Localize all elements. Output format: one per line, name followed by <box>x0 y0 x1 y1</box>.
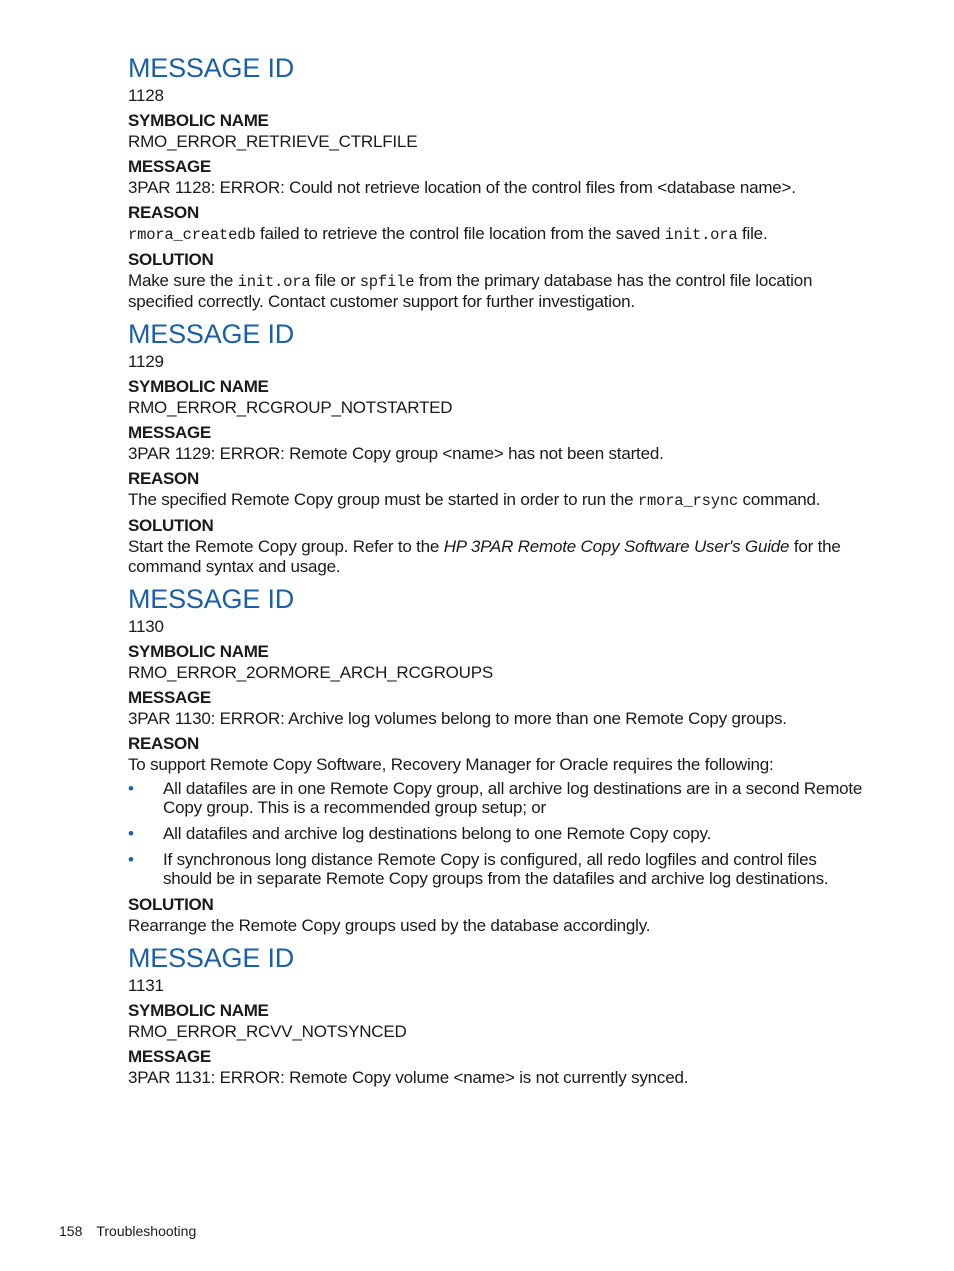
list-item <box>128 824 868 843</box>
reason-text-part: command. <box>738 490 821 509</box>
file-name: spfile <box>359 273 415 291</box>
message-id-heading: MESSAGE ID <box>128 319 295 349</box>
solution-text <box>128 537 868 577</box>
requirements-list <box>128 779 868 888</box>
file-name: init.ora <box>237 273 311 291</box>
message-id-value: 1130 <box>128 617 164 636</box>
message-id-value: 1129 <box>128 352 164 371</box>
reason-text <box>128 490 868 511</box>
message-id-value: 1131 <box>128 976 164 995</box>
solution-text-part: for the command syntax and usage. <box>128 537 841 576</box>
message-label: MESSAGE <box>128 688 211 707</box>
symbolic-name-label: SYMBOLIC NAME <box>128 1001 269 1020</box>
message-label: MESSAGE <box>128 157 211 176</box>
symbolic-name-label: SYMBOLIC NAME <box>128 111 269 130</box>
symbolic-name-label: SYMBOLIC NAME <box>128 377 269 396</box>
message-id-heading: MESSAGE ID <box>128 584 295 614</box>
reason-label: REASON <box>128 469 199 488</box>
reason-label: REASON <box>128 734 199 753</box>
message-text: 3PAR 1131: ERROR: Remote Copy volume <name> is not currently synced. <box>128 1068 689 1087</box>
bullet-icon: • <box>128 824 134 843</box>
symbolic-name-label: SYMBOLIC NAME <box>128 642 269 661</box>
solution-label: SOLUTION <box>128 250 214 269</box>
solution-text-part: file or <box>310 271 360 290</box>
command-name: rmora_createdb <box>128 226 256 244</box>
solution-label: SOLUTION <box>128 516 214 535</box>
bullet-icon: • <box>128 779 134 798</box>
solution-text-part: Make sure the <box>128 271 238 290</box>
list-item-text: If synchronous long distance Remote Copy is configured, all redo logfiles and control files should be in separate Remote Copy groups from the datafiles and archive log destinations. <box>163 850 829 888</box>
reason-text <box>128 224 868 245</box>
symbolic-name-value: RMO_ERROR_RETRIEVE_CTRLFILE <box>128 132 418 151</box>
symbolic-name-value: RMO_ERROR_RCVV_NOTSYNCED <box>128 1022 407 1041</box>
message-label: MESSAGE <box>128 423 211 442</box>
reason-text-part: file. <box>737 224 768 243</box>
message-id-heading: MESSAGE ID <box>128 943 295 973</box>
solution-label: SOLUTION <box>128 895 214 914</box>
message-entry-1130 <box>128 583 868 936</box>
message-entry-1129 <box>128 318 868 577</box>
guide-title: HP 3PAR Remote Copy Software User's Guide <box>443 537 790 556</box>
message-id-heading: MESSAGE ID <box>128 53 295 83</box>
message-id-value: 1128 <box>128 86 164 105</box>
file-name: init.ora <box>664 226 738 244</box>
solution-text-part: Start the Remote Copy group. Refer to the <box>128 537 444 556</box>
page-number: 158 <box>59 1223 83 1239</box>
message-label: MESSAGE <box>128 1047 211 1066</box>
symbolic-name-value: RMO_ERROR_RCGROUP_NOTSTARTED <box>128 398 453 417</box>
command-name: rmora_rsync <box>637 492 739 510</box>
message-entry-1128 <box>128 52 868 312</box>
message-text: 3PAR 1130: ERROR: Archive log volumes belong to more than one Remote Copy groups. <box>128 709 787 728</box>
document-body <box>128 52 868 1088</box>
solution-text-part: from the primary database has the control file location specified correctly. Contact customer support for further investigation. <box>128 271 813 311</box>
symbolic-name-value: RMO_ERROR_2ORMORE_ARCH_RCGROUPS <box>128 663 494 682</box>
reason-label: REASON <box>128 203 199 222</box>
bullet-icon: • <box>128 850 134 869</box>
list-item-text: All datafiles are in one Remote Copy group, all archive log destinations are in a second Remote Copy group. This is a recommended group setup; or <box>163 779 863 817</box>
reason-text: To support Remote Copy Software, Recovery Manager for Oracle requires the following: <box>128 755 774 774</box>
page-footer <box>59 1222 196 1240</box>
section-title: Troubleshooting <box>96 1223 197 1239</box>
list-item <box>128 779 868 817</box>
solution-text: Rearrange the Remote Copy groups used by the database accordingly. <box>128 916 651 935</box>
reason-text-part: The specified Remote Copy group must be started in order to run the <box>128 490 638 509</box>
solution-text <box>128 271 868 312</box>
reason-text-part: failed to retrieve the control file location from the saved <box>255 224 665 243</box>
message-entry-1131 <box>128 942 868 1088</box>
message-text: 3PAR 1129: ERROR: Remote Copy group <name> has not been started. <box>128 444 664 463</box>
message-text: 3PAR 1128: ERROR: Could not retrieve location of the control files from <database name>. <box>128 178 796 197</box>
list-item-text: All datafiles and archive log destinations belong to one Remote Copy copy. <box>163 824 712 843</box>
list-item <box>128 850 868 888</box>
